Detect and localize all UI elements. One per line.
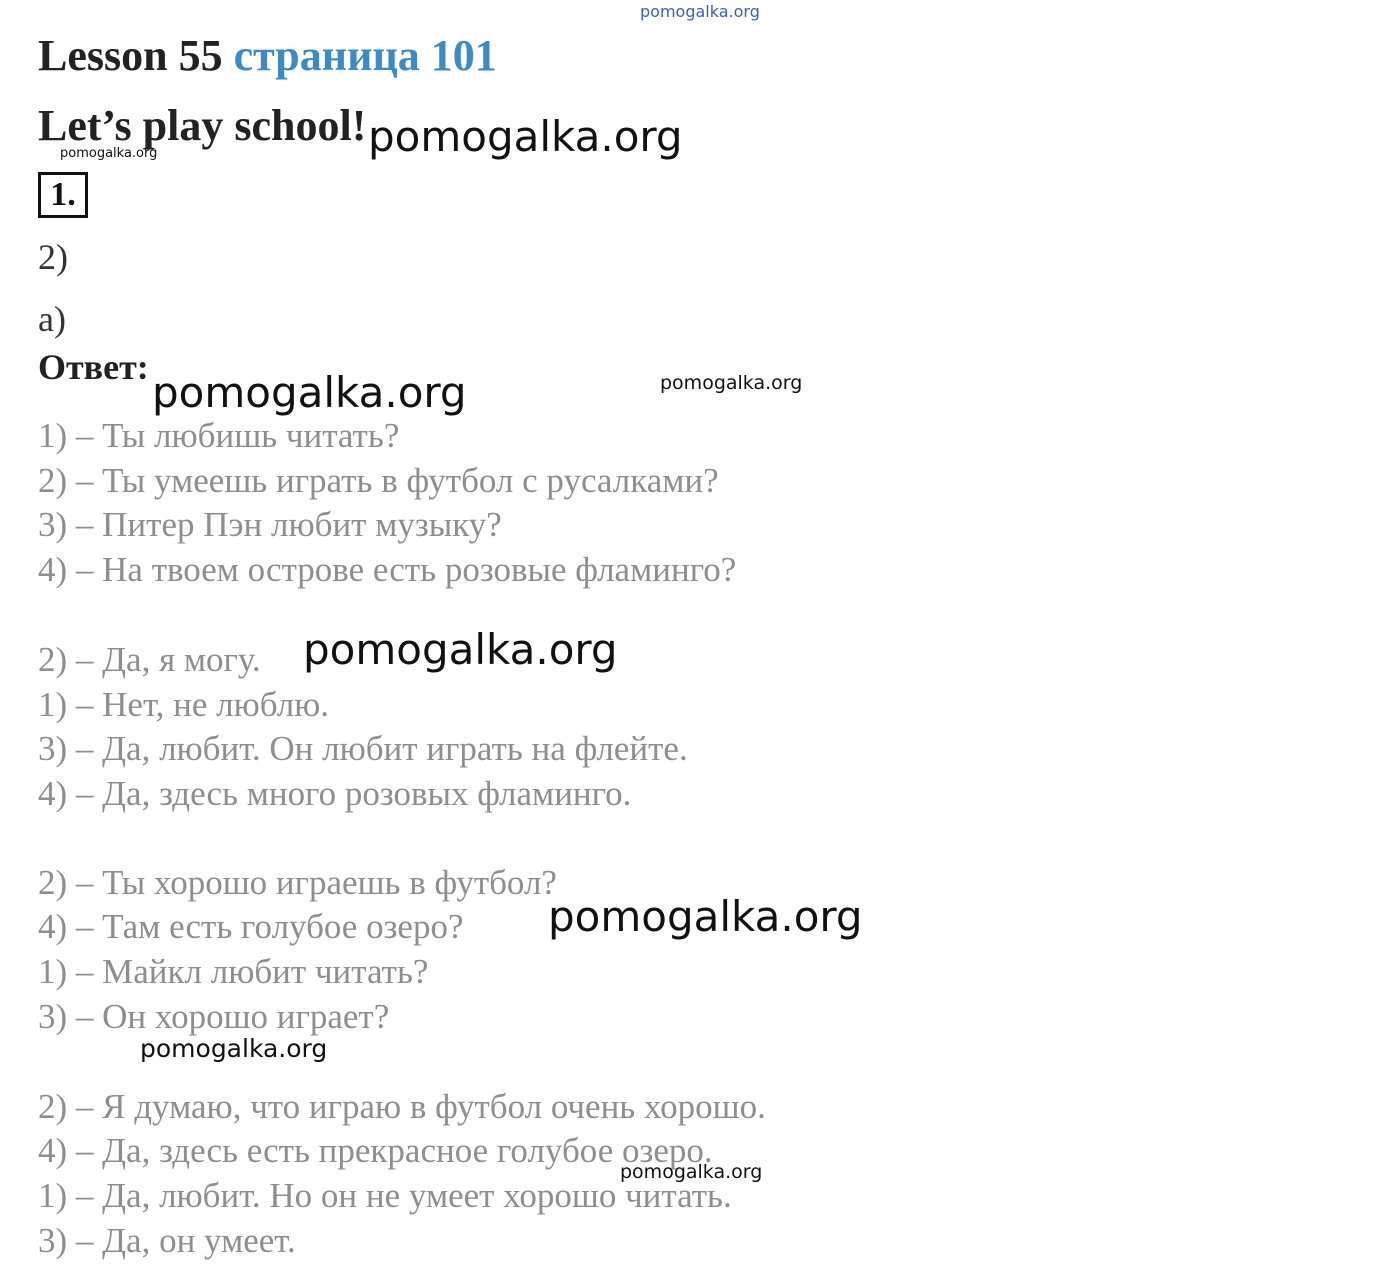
- watermark: pomogalka.org: [368, 112, 683, 161]
- watermark: pomogalka.org: [152, 368, 467, 417]
- answer-line: 3) – Да, он умеет.: [38, 1221, 296, 1260]
- watermark: pomogalka.org: [620, 1161, 763, 1183]
- page-number: страница 101: [233, 31, 497, 80]
- answer-line: 3) – Да, любит. Он любит играть на флейте.: [38, 729, 688, 768]
- answer-line: 4) – Да, здесь много розовых фламинго.: [38, 774, 632, 813]
- watermark: pomogalka.org: [548, 892, 863, 941]
- answer-line: 3) – Питер Пэн любит музыку?: [38, 505, 502, 544]
- answer-line: 1) – Майкл любит читать?: [38, 952, 429, 991]
- lesson-subtitle: Let’s play school!: [38, 101, 367, 150]
- task-label: 2): [38, 237, 68, 277]
- answer-line: 1) – Да, любит. Но он не умеет хорошо читать.: [38, 1176, 732, 1215]
- watermark: pomogalka.org: [60, 146, 158, 161]
- watermark-top: pomogalka.org: [640, 2, 760, 21]
- lesson-title: [38, 30, 497, 81]
- watermark: pomogalka.org: [660, 372, 803, 394]
- watermark: pomogalka.org: [140, 1034, 328, 1063]
- answer-line: 2) – Ты умеешь играть в футбол с русалками?: [38, 461, 719, 500]
- answer-label: Ответ:: [38, 347, 149, 387]
- answer-line: 4) – На твоем острове есть розовые фламинго?: [38, 550, 737, 589]
- answer-line: 2) – Я думаю, что играю в футбол очень хорошо.: [38, 1087, 766, 1126]
- answer-line: 3) – Он хорошо играет?: [38, 997, 390, 1036]
- watermark: pomogalka.org: [303, 625, 618, 674]
- answer-line: 4) – Да, здесь есть прекрасное голубое озеро.: [38, 1131, 713, 1170]
- lesson-number: Lesson 55: [38, 31, 223, 80]
- answer-line: 1) – Ты любишь читать?: [38, 416, 400, 455]
- answer-line: 1) – Нет, не люблю.: [38, 685, 330, 724]
- subtask-label: а): [38, 299, 66, 339]
- answer-line: 2) – Да, я могу.: [38, 640, 261, 679]
- exercise-number: 1.: [38, 172, 88, 218]
- answer-line: 2) – Ты хорошо играешь в футбол?: [38, 863, 557, 902]
- answer-line: 4) – Там есть голубое озеро?: [38, 907, 464, 946]
